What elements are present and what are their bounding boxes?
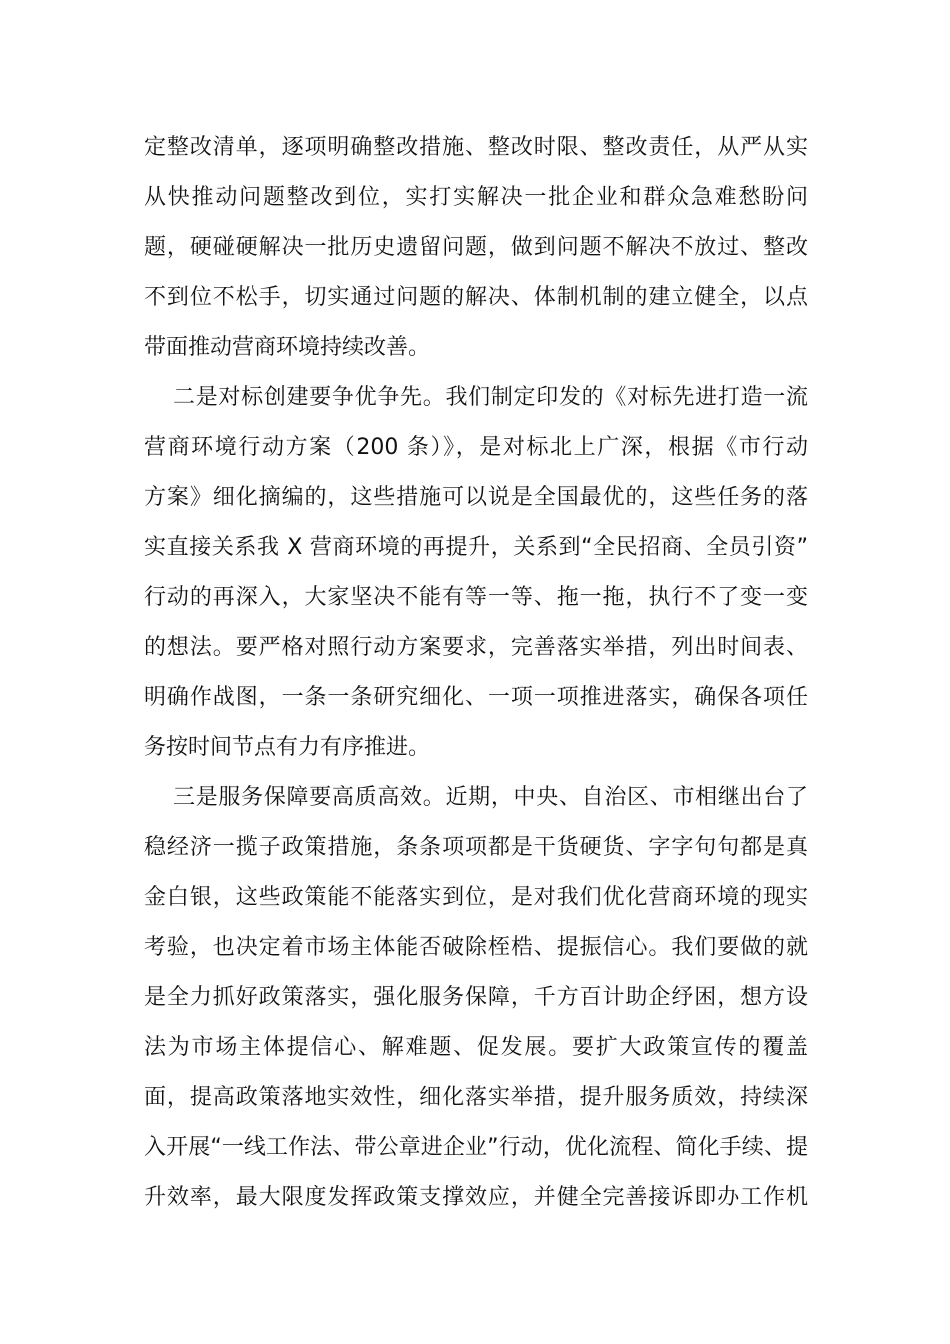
text-line: 升效率，最大限度发挥政策支撑效应，并健全完善接诉即办工作机 <box>144 1185 808 1210</box>
paragraph-start-line: 二是对标创建要争优争先。我们制定印发的《对标先进打造一流 <box>173 385 808 410</box>
text-line: 营商环境行动方案（200 条）》，是对标北上广深，根据《市行动 <box>144 435 808 460</box>
text-line: 实直接关系我 X 营商环境的再提升，关系到“全民招商、全员引资” <box>144 535 808 560</box>
text-line: 明确作战图，一条一条研究细化、一项一项推进落实，确保各项任 <box>144 685 808 710</box>
text-line: 面，提高政策落地实效性，细化落实举措，提升服务质效，持续深 <box>144 1085 808 1110</box>
paragraph-start-line: 三是服务保障要高质高效。近期，中央、自治区、市相继出台了 <box>173 785 808 810</box>
text-line: 务按时间节点有力有序推进。 <box>144 735 431 760</box>
text-line: 金白银，这些政策能不能落实到位，是对我们优化营商环境的现实 <box>144 885 808 910</box>
text-line: 定整改清单，逐项明确整改措施、整改时限、整改责任，从严从实 <box>144 135 808 160</box>
text-line: 从快推动问题整改到位，实打实解决一批企业和群众急难愁盼问 <box>144 185 808 210</box>
text-line: 入开展“一线工作法、带公章进企业”行动，优化流程、简化手续、提 <box>144 1135 808 1160</box>
text-line: 行动的再深入，大家坚决不能有等一等、拖一拖，执行不了变一变 <box>144 585 808 610</box>
text-line: 带面推动营商环境持续改善。 <box>144 335 431 360</box>
text-line: 方案》细化摘编的，这些措施可以说是全国最优的，这些任务的落 <box>144 485 808 510</box>
text-line: 题，硬碰硬解决一批历史遗留问题，做到问题不解决不放过、整改 <box>144 235 808 260</box>
text-line: 不到位不松手，切实通过问题的解决、体制机制的建立健全，以点 <box>144 285 808 310</box>
text-line: 是全力抓好政策落实，强化服务保障，千方百计助企纾困，想方设 <box>144 985 808 1010</box>
text-line: 稳经济一揽子政策措施，条条项项都是干货硬货、字字句句都是真 <box>144 835 808 860</box>
text-line: 的想法。要严格对照行动方案要求，完善落实举措，列出时间表、 <box>144 635 808 660</box>
text-line: 法为市场主体提信心、解难题、促发展。要扩大政策宣传的覆盖 <box>144 1035 808 1060</box>
text-line: 考验，也决定着市场主体能否破除桎梏、提振信心。我们要做的就 <box>144 935 808 960</box>
